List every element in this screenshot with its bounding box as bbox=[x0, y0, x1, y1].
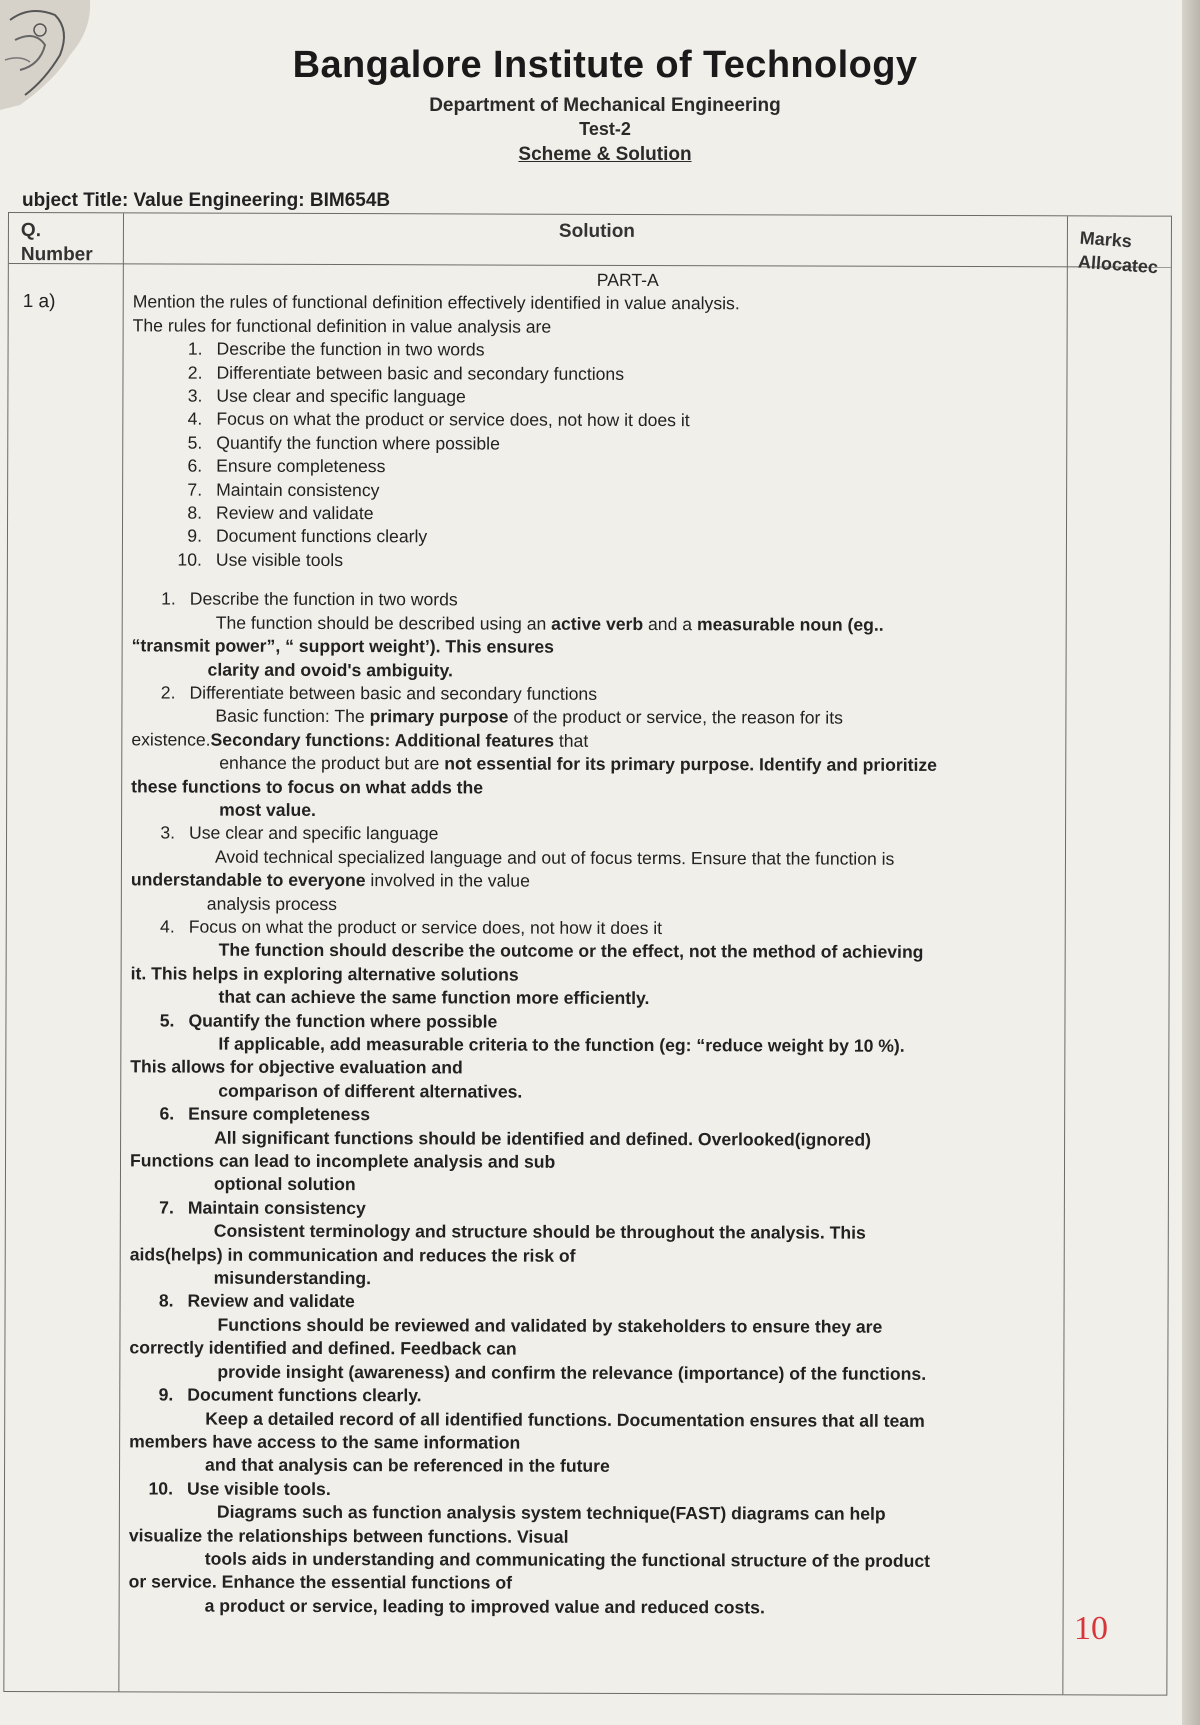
rule-item bbox=[132, 384, 1062, 410]
detail-title: Differentiate between basic and secondary functions bbox=[189, 682, 598, 704]
detail-line: correctly identified and defined. Feedback can bbox=[129, 1337, 517, 1359]
document-header bbox=[0, 44, 1185, 166]
q-number-header-line: Q. bbox=[20, 220, 42, 242]
detail-title: Use visible tools. bbox=[186, 1478, 331, 1499]
rule-number: 9. bbox=[187, 526, 203, 547]
detail-line: All significant functions should be identified and defined. Overlooked(ignored) bbox=[214, 1127, 871, 1150]
rule-item bbox=[132, 361, 1062, 387]
rule-number: 8. bbox=[187, 502, 203, 523]
detail-line: visualize the relationships between functions. Visual bbox=[128, 1524, 569, 1547]
detail-heading bbox=[131, 681, 1061, 707]
detail-number: 7. bbox=[159, 1197, 174, 1218]
detail-line: it. This helps in exploring alternative solutions bbox=[130, 963, 519, 985]
detail-title: Maintain consistency bbox=[187, 1197, 366, 1218]
detail-line: This allows for objective evaluation and bbox=[130, 1056, 463, 1078]
question-text: Mention the rules of functional definition effectively identified in value analysis. bbox=[132, 291, 740, 314]
rules-list bbox=[132, 338, 1063, 575]
rule-number: 3. bbox=[187, 385, 203, 406]
rule-text: Use clear and specific language bbox=[216, 385, 466, 407]
rule-number: 7. bbox=[187, 479, 203, 500]
rule-number: 10. bbox=[177, 549, 202, 570]
q-number-header-line: Number bbox=[20, 244, 93, 266]
rule-item bbox=[132, 501, 1062, 527]
detail-heading bbox=[131, 915, 1061, 941]
detail-heading bbox=[132, 588, 1062, 614]
detail-title: Describe the function in two words bbox=[189, 588, 458, 610]
rule-text: Use visible tools bbox=[215, 549, 344, 570]
rule-number: 4. bbox=[187, 409, 203, 430]
detail-heading bbox=[130, 1009, 1060, 1035]
detail-number: 9. bbox=[158, 1384, 174, 1405]
detail-number: 4. bbox=[160, 916, 175, 937]
detail-number: 6. bbox=[159, 1103, 175, 1124]
detail-line: tools aids in understanding and communicating the functional structure of the product bbox=[204, 1548, 931, 1571]
rules-intro: The rules for functional definition in value analysis are bbox=[132, 315, 552, 337]
detail-line: misunderstanding. bbox=[213, 1267, 372, 1289]
detail-line: Functions should be reviewed and validated by stakeholders to ensure they are bbox=[217, 1314, 883, 1337]
detail-line: a product or service, leading to improved value and reduced costs. bbox=[204, 1595, 765, 1618]
question-number: 1 a) bbox=[22, 291, 56, 313]
page-edge-shadow bbox=[1182, 0, 1200, 1725]
rule-item bbox=[132, 431, 1062, 457]
institute-title: Bangalore Institute of Technology bbox=[292, 44, 918, 86]
detail-number: 1. bbox=[161, 588, 176, 609]
rule-item bbox=[132, 478, 1062, 504]
detail-line: clarity and ovoid's ambiguity. bbox=[207, 659, 453, 680]
detail-line: provide insight (awareness) and confirm the relevance (importance) of the functions. bbox=[217, 1361, 927, 1384]
part-title: PART-A bbox=[596, 269, 659, 291]
rule-text: Document functions clearly bbox=[215, 526, 428, 547]
detail-heading bbox=[129, 1477, 1059, 1503]
detail-line: Avoid technical specialized language and out of focus terms. Ensure that the function is bbox=[214, 846, 895, 869]
solution-header: Solution bbox=[558, 220, 635, 242]
rule-text: Ensure completeness bbox=[216, 455, 386, 477]
rule-text: Focus on what the product or service does, not how it does it bbox=[216, 409, 690, 431]
detail-line: If applicable, add measurable criteria to the function (eg: “reduce weight by 10 %). bbox=[218, 1033, 905, 1056]
detail-line: that can achieve the same function more efficiently. bbox=[218, 986, 650, 1009]
detail-heading bbox=[129, 1383, 1059, 1409]
detail-number: 2. bbox=[160, 682, 176, 703]
marks-header-line: Allocatec bbox=[1077, 251, 1159, 278]
column-divider bbox=[1062, 216, 1068, 1694]
detail-number: 10. bbox=[148, 1478, 174, 1499]
detail-line: optional solution bbox=[213, 1174, 356, 1195]
detail-line: aids(helps) in communication and reduces the risk of bbox=[129, 1244, 576, 1266]
detail-line: members have access to the same information bbox=[129, 1431, 521, 1453]
department-name: Department of Mechanical Engineering bbox=[429, 95, 781, 116]
detail-title: Quantify the function where possible bbox=[188, 1010, 498, 1032]
subject-title: ubject Title: Value Engineering: BIM654B bbox=[22, 190, 391, 211]
detail-number: 3. bbox=[160, 822, 176, 843]
detail-line: analysis process bbox=[206, 893, 337, 914]
detail-heading bbox=[130, 1103, 1060, 1129]
detail-line: Functions can lead to incomplete analysis and sub bbox=[129, 1150, 556, 1172]
rule-text: Review and validate bbox=[216, 502, 374, 524]
rule-item bbox=[133, 338, 1063, 364]
detail-line: Consistent terminology and structure should be throughout the analysis. This bbox=[213, 1220, 866, 1243]
detail-line: Keep a detailed record of all identified functions. Documentation ensures that all team bbox=[205, 1408, 925, 1431]
detail-line: “transmit power”, “ support weight’). This ensures bbox=[131, 635, 554, 657]
detail-line: Diagrams such as function analysis system technique(FAST) diagrams can help bbox=[216, 1501, 886, 1524]
detail-title: Review and validate bbox=[187, 1291, 355, 1312]
detail-line: and that analysis can be referenced in the future bbox=[205, 1454, 610, 1477]
detail-line: most value. bbox=[219, 799, 316, 820]
rule-text: Describe the function in two words bbox=[216, 338, 485, 360]
rule-number: 6. bbox=[187, 455, 203, 476]
rule-text: Quantify the function where possible bbox=[216, 432, 500, 454]
rule-item bbox=[132, 408, 1062, 434]
rule-number: 1. bbox=[187, 338, 203, 359]
detail-line: comparison of different alternatives. bbox=[218, 1080, 523, 1102]
detail-line: The function should be described using an active verb and a measurable noun (eg.. bbox=[215, 612, 884, 635]
detail-heading bbox=[130, 1290, 1060, 1316]
detail-line: or service. Enhance the essential functions of bbox=[128, 1571, 512, 1593]
detail-line: enhance the product but are not essential for its primary purpose. Identify and prioritize bbox=[219, 752, 938, 776]
column-divider bbox=[118, 213, 124, 1691]
detail-line: Basic function: The primary purpose of the product or service, the reason for its bbox=[215, 705, 843, 728]
detail-title: Ensure completeness bbox=[188, 1103, 371, 1125]
detail-line: these functions to focus on what adds the bbox=[131, 775, 484, 798]
scheme-title: Scheme & Solution bbox=[518, 144, 692, 165]
rule-text: Differentiate between basic and secondary functions bbox=[216, 362, 625, 384]
detail-heading bbox=[131, 822, 1061, 848]
rule-item bbox=[132, 548, 1062, 574]
rule-item bbox=[132, 525, 1062, 551]
rule-number: 5. bbox=[187, 432, 203, 453]
solution-content bbox=[129, 267, 1063, 1620]
detail-line: existence.Secondary functions: Additional features that bbox=[131, 729, 589, 751]
rule-number: 2. bbox=[187, 362, 203, 383]
rule-item bbox=[132, 455, 1062, 481]
test-name: Test-2 bbox=[579, 119, 631, 139]
marks-header-line: Marks bbox=[1079, 227, 1133, 252]
detail-heading bbox=[130, 1196, 1060, 1222]
q-number-header bbox=[21, 219, 93, 267]
detail-number: 5. bbox=[159, 1010, 175, 1031]
detail-line: The function should describe the outcome or the effect, not the method of achieving bbox=[218, 940, 924, 963]
marks-header bbox=[1077, 226, 1160, 280]
detail-title: Document functions clearly. bbox=[187, 1384, 422, 1406]
detail-title: Focus on what the product or service does, not how it does it bbox=[188, 916, 663, 939]
rule-text: Maintain consistency bbox=[216, 479, 380, 500]
detail-title: Use clear and specific language bbox=[189, 822, 439, 844]
marks-allocated-value: 10 bbox=[1074, 1610, 1108, 1647]
detail-line: understandable to everyone involved in the value bbox=[130, 869, 530, 891]
detail-number: 8. bbox=[158, 1290, 174, 1311]
solution-table bbox=[3, 212, 1172, 1696]
